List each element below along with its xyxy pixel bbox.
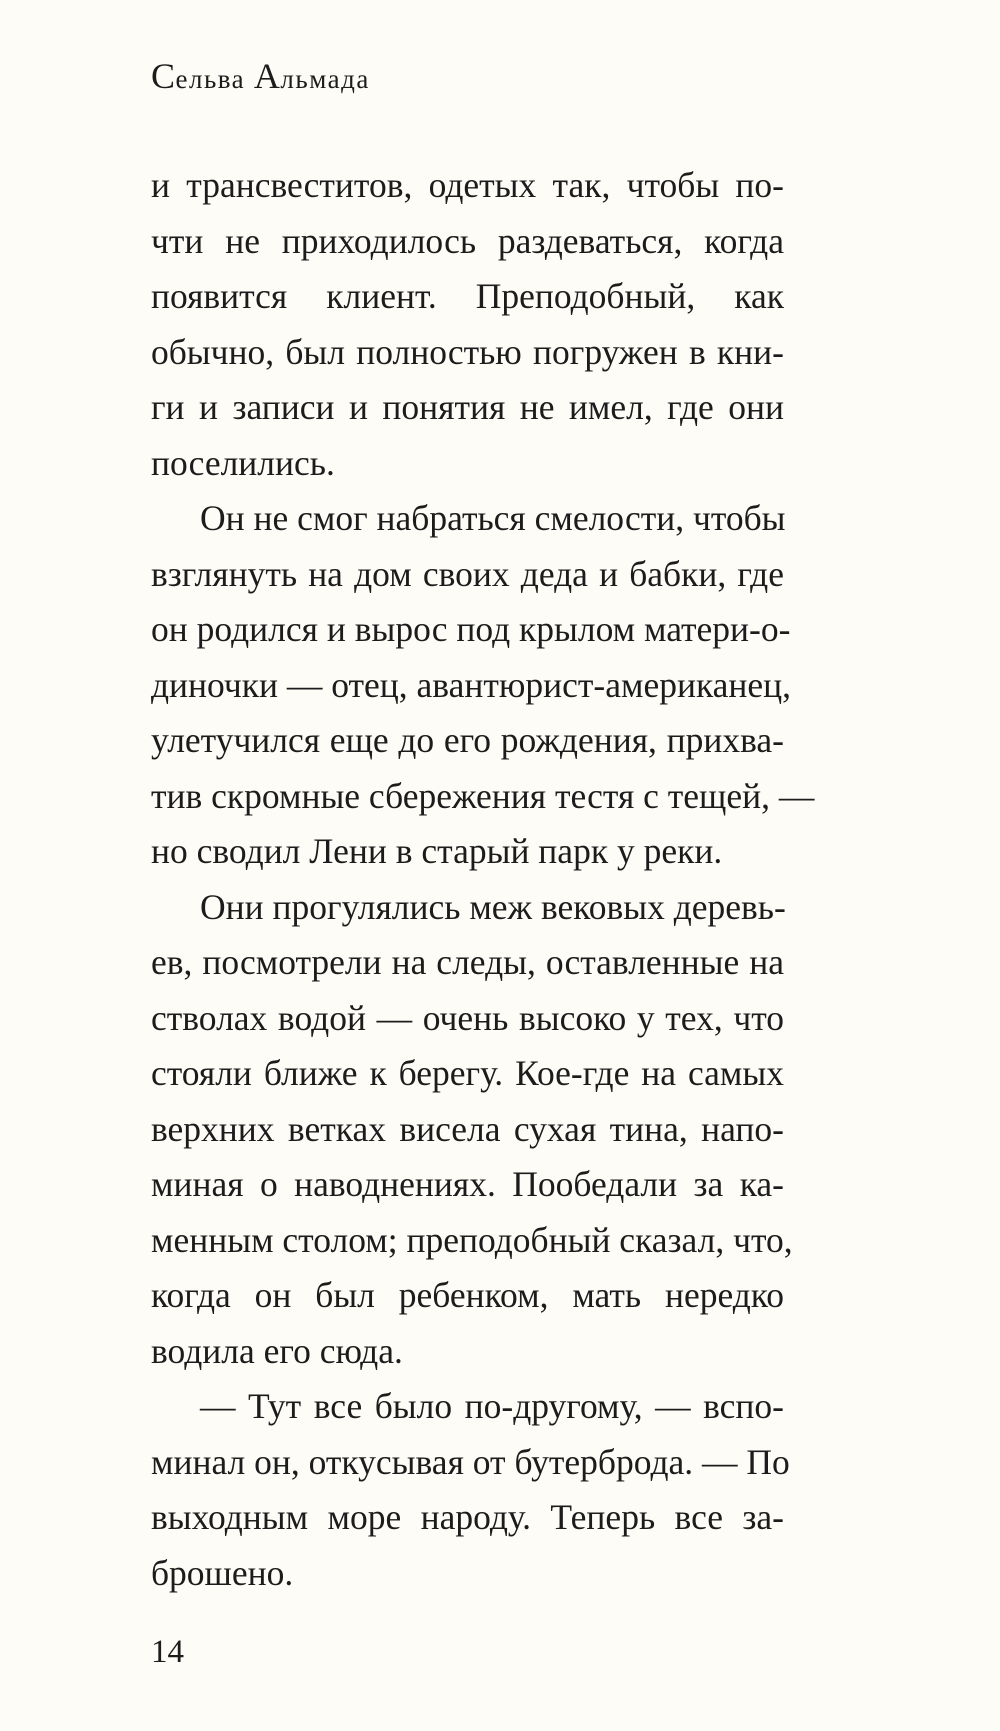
text-line: менным столом; преподобный сказал, что, [151, 1219, 793, 1260]
text-line: Они прогулялись меж вековых деревь- [200, 886, 786, 927]
text-line: появится клиент. Преподобный, как [151, 276, 784, 316]
text-line: диночки — отец, авантюрист-американец, [151, 664, 792, 705]
text-line: улетучился еще до его рождения, прихва- [151, 720, 784, 760]
text-line: и трансвеститов, одетых так, чтобы по- [151, 165, 784, 205]
text-line: он родился и вырос под крылом матери-о- [151, 609, 791, 649]
text-line: водила его сюда. [151, 1330, 403, 1371]
page-number: 14 [151, 1634, 184, 1670]
text-line: ев, посмотрели на следы, оставленные на [151, 942, 784, 982]
running-head [151, 58, 370, 95]
text-line: минал он, откусывая от бутерброда. — По [151, 1441, 790, 1482]
running-head-rest-1: ельва [175, 64, 246, 94]
text-line: когда он был ребенком, мать нередко [151, 1275, 784, 1315]
running-head-rest-2: льмада [280, 64, 370, 94]
text-line: тив скромные сбережения тестя с тещей, — [151, 775, 815, 816]
text-line: выходным море народу. Теперь все за- [151, 1497, 784, 1537]
running-head-initial-2: А [253, 56, 281, 96]
text-line: ги и записи и понятия не имел, где они [151, 387, 784, 427]
text-line: но сводил Лени в старый парк у реки. [151, 831, 723, 871]
text-line: миная о наводнениях. Пообедали за ка- [151, 1164, 784, 1204]
text-line: взглянуть на дом своих деда и бабки, где [151, 553, 784, 594]
body-text [151, 158, 815, 1601]
running-head-initial-1: С [151, 56, 176, 96]
text-line: поселились. [151, 442, 335, 483]
text-line: верхних ветках висела сухая тина, напо- [151, 1108, 784, 1149]
text-line: чти не приходилось раздеваться, когда [151, 220, 784, 261]
text-line: — Тут все было по-другому, — вспо- [200, 1386, 784, 1426]
text-line: обычно, был полностью погружен в кни- [151, 331, 784, 372]
text-line: стволах водой — очень высоко у тех, что [151, 997, 784, 1038]
text-line: Он не смог набраться смелости, чтобы [200, 498, 786, 538]
text-line: брошено. [151, 1552, 294, 1593]
text-line: стояли ближе к берегу. Кое-где на самых [151, 1053, 784, 1093]
